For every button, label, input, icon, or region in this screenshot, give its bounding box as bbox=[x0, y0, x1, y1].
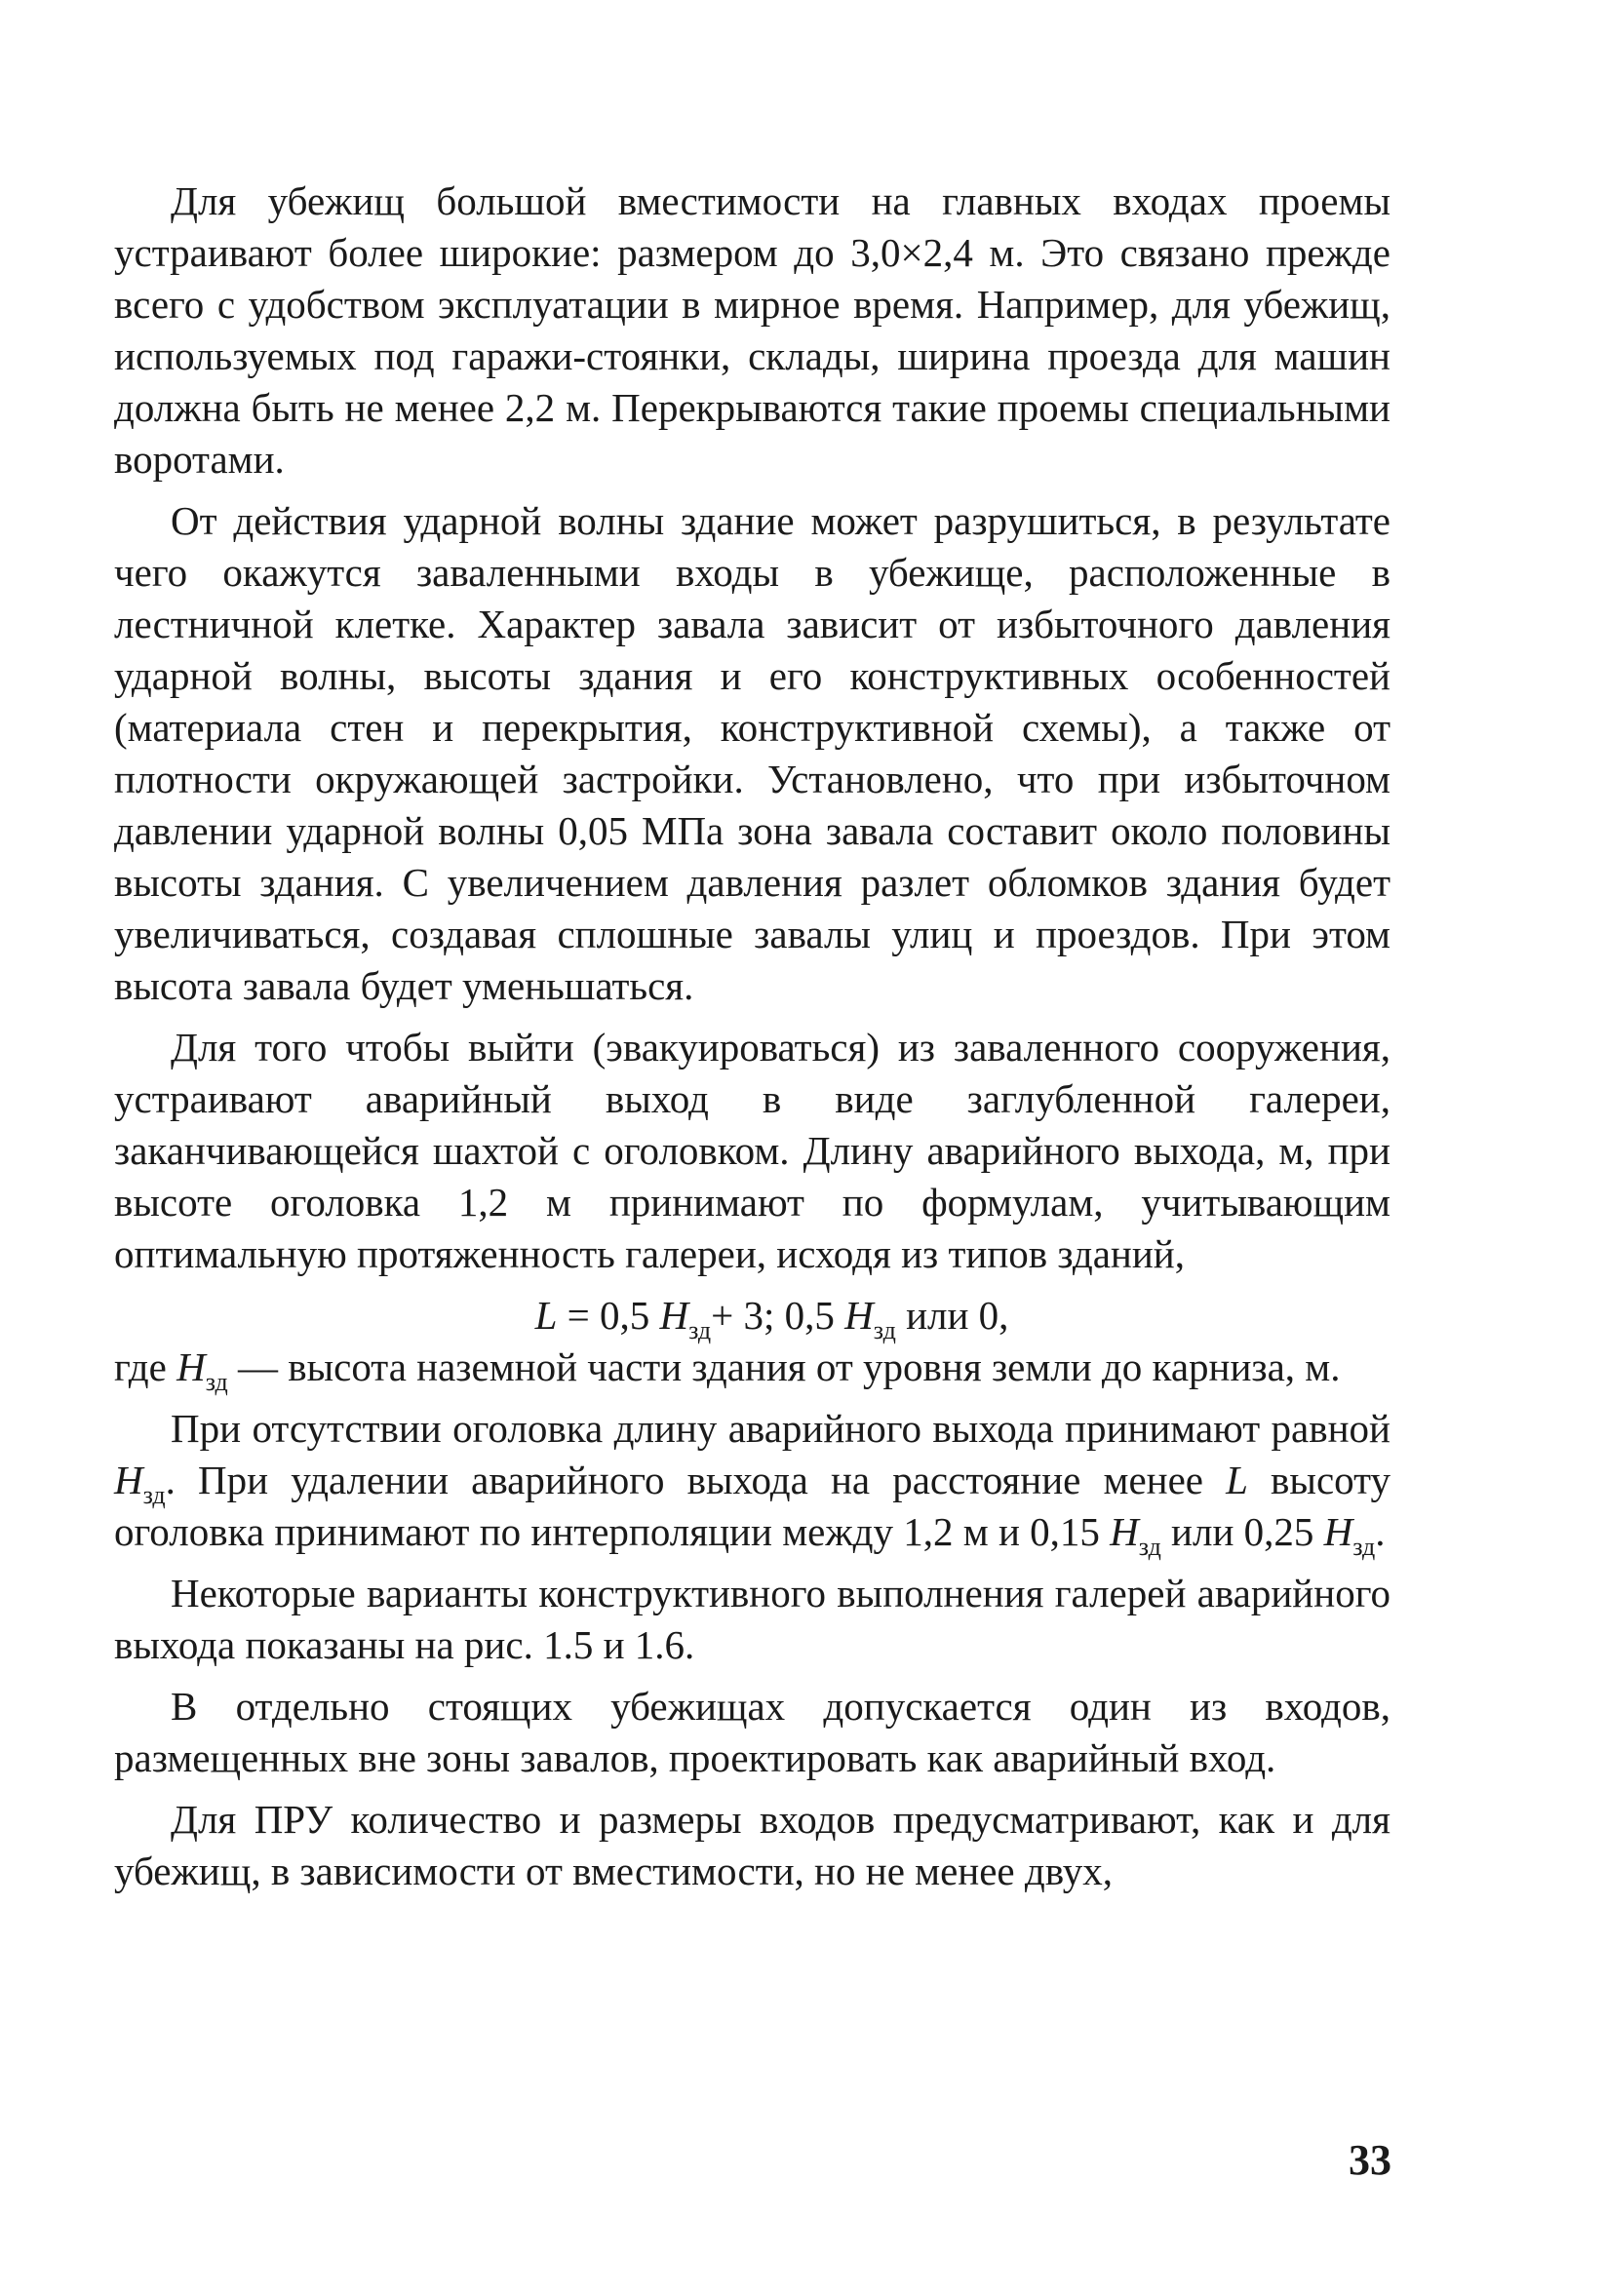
page-body bbox=[114, 175, 1391, 1907]
paragraph-pru: Для ПРУ количество и размеры входов предусматривают, как и для убежищ, в зависимости от вместимости, но не менее двух, bbox=[114, 1797, 1391, 1893]
paragraph-emergency-exit: Для того чтобы выйти (эвакуироваться) из заваленного сооружения, устраивают аварийный выход в виде заглубленной галереи, заканчивающейся шахтой с оголовком. Длину аварийного выхода, м, при высоте оголовка 1,2 м принимают по формулам, учитывающим оптимальную протяженность галереи, исходя из типов зданий, bbox=[114, 1025, 1391, 1276]
paragraph-no-head: При отсутствии оголовка длину аварийного выхода принимают равной $H_{зд}$. При удалении аварийного выхода на расстояние менее L высоту оголовка принимают по интерполяции между 1,2 м и 0,15 $H_{зд}$ или 0,25 $H_{зд}$. bbox=[114, 1406, 1391, 1561]
formula-exit-length: L = 0,5 $H_{зд}+ 3$; 0,5 $H_{зд}$ или 0, bbox=[534, 1293, 1009, 1344]
page-number: 33 bbox=[1349, 2136, 1391, 2184]
formula-legend: где $H_{зд}$ — высота наземной части здания от уровня земли до карниза, м. bbox=[114, 1344, 1341, 1396]
paragraph-shelter-entrances: Для убежищ большой вместимости на главных входах проемы устраивают более широкие: размером до 3,0×2,4 м. Это связано прежде всего с удобством эксплуатации в мирное время. Например, для убежищ, используемых под гаражи-стоянки, склады, ширина проезда для машин должна быть не менее 2,2 м. Перекрываются такие проемы специальными воротами. bbox=[114, 178, 1391, 482]
paragraph-gallery-variants: Некоторые варианты конструктивного выполнения галерей аварийного выхода показаны на рис. 1.5 и 1.6. bbox=[114, 1571, 1391, 1667]
paragraph-blast-wave: От действия ударной волны здание может разрушиться, в результате чего окажутся заваленными входы в убежище, расположенные в лестничной клетке. Характер завала зависит от избыточного давления ударной волны, высоты здания и его конструктивных особенностей (материала стен и перекрытия, конструктивной схемы), а также от плотности окружающей застройки. Установлено, что при избыточном давлении ударной волны 0,05 МПа зона завала составит около половины высоты здания. С увеличением давления разлет обломков здания будет увеличиваться, создавая сплошные завалы улиц и проездов. При этом высота завала будет уменьшаться. bbox=[114, 498, 1391, 1008]
paragraph-standalone-shelters: В отдельно стоящих убежищах допускается один из входов, размещенных вне зоны завалов, проектировать как аварийный вход. bbox=[114, 1684, 1391, 1780]
